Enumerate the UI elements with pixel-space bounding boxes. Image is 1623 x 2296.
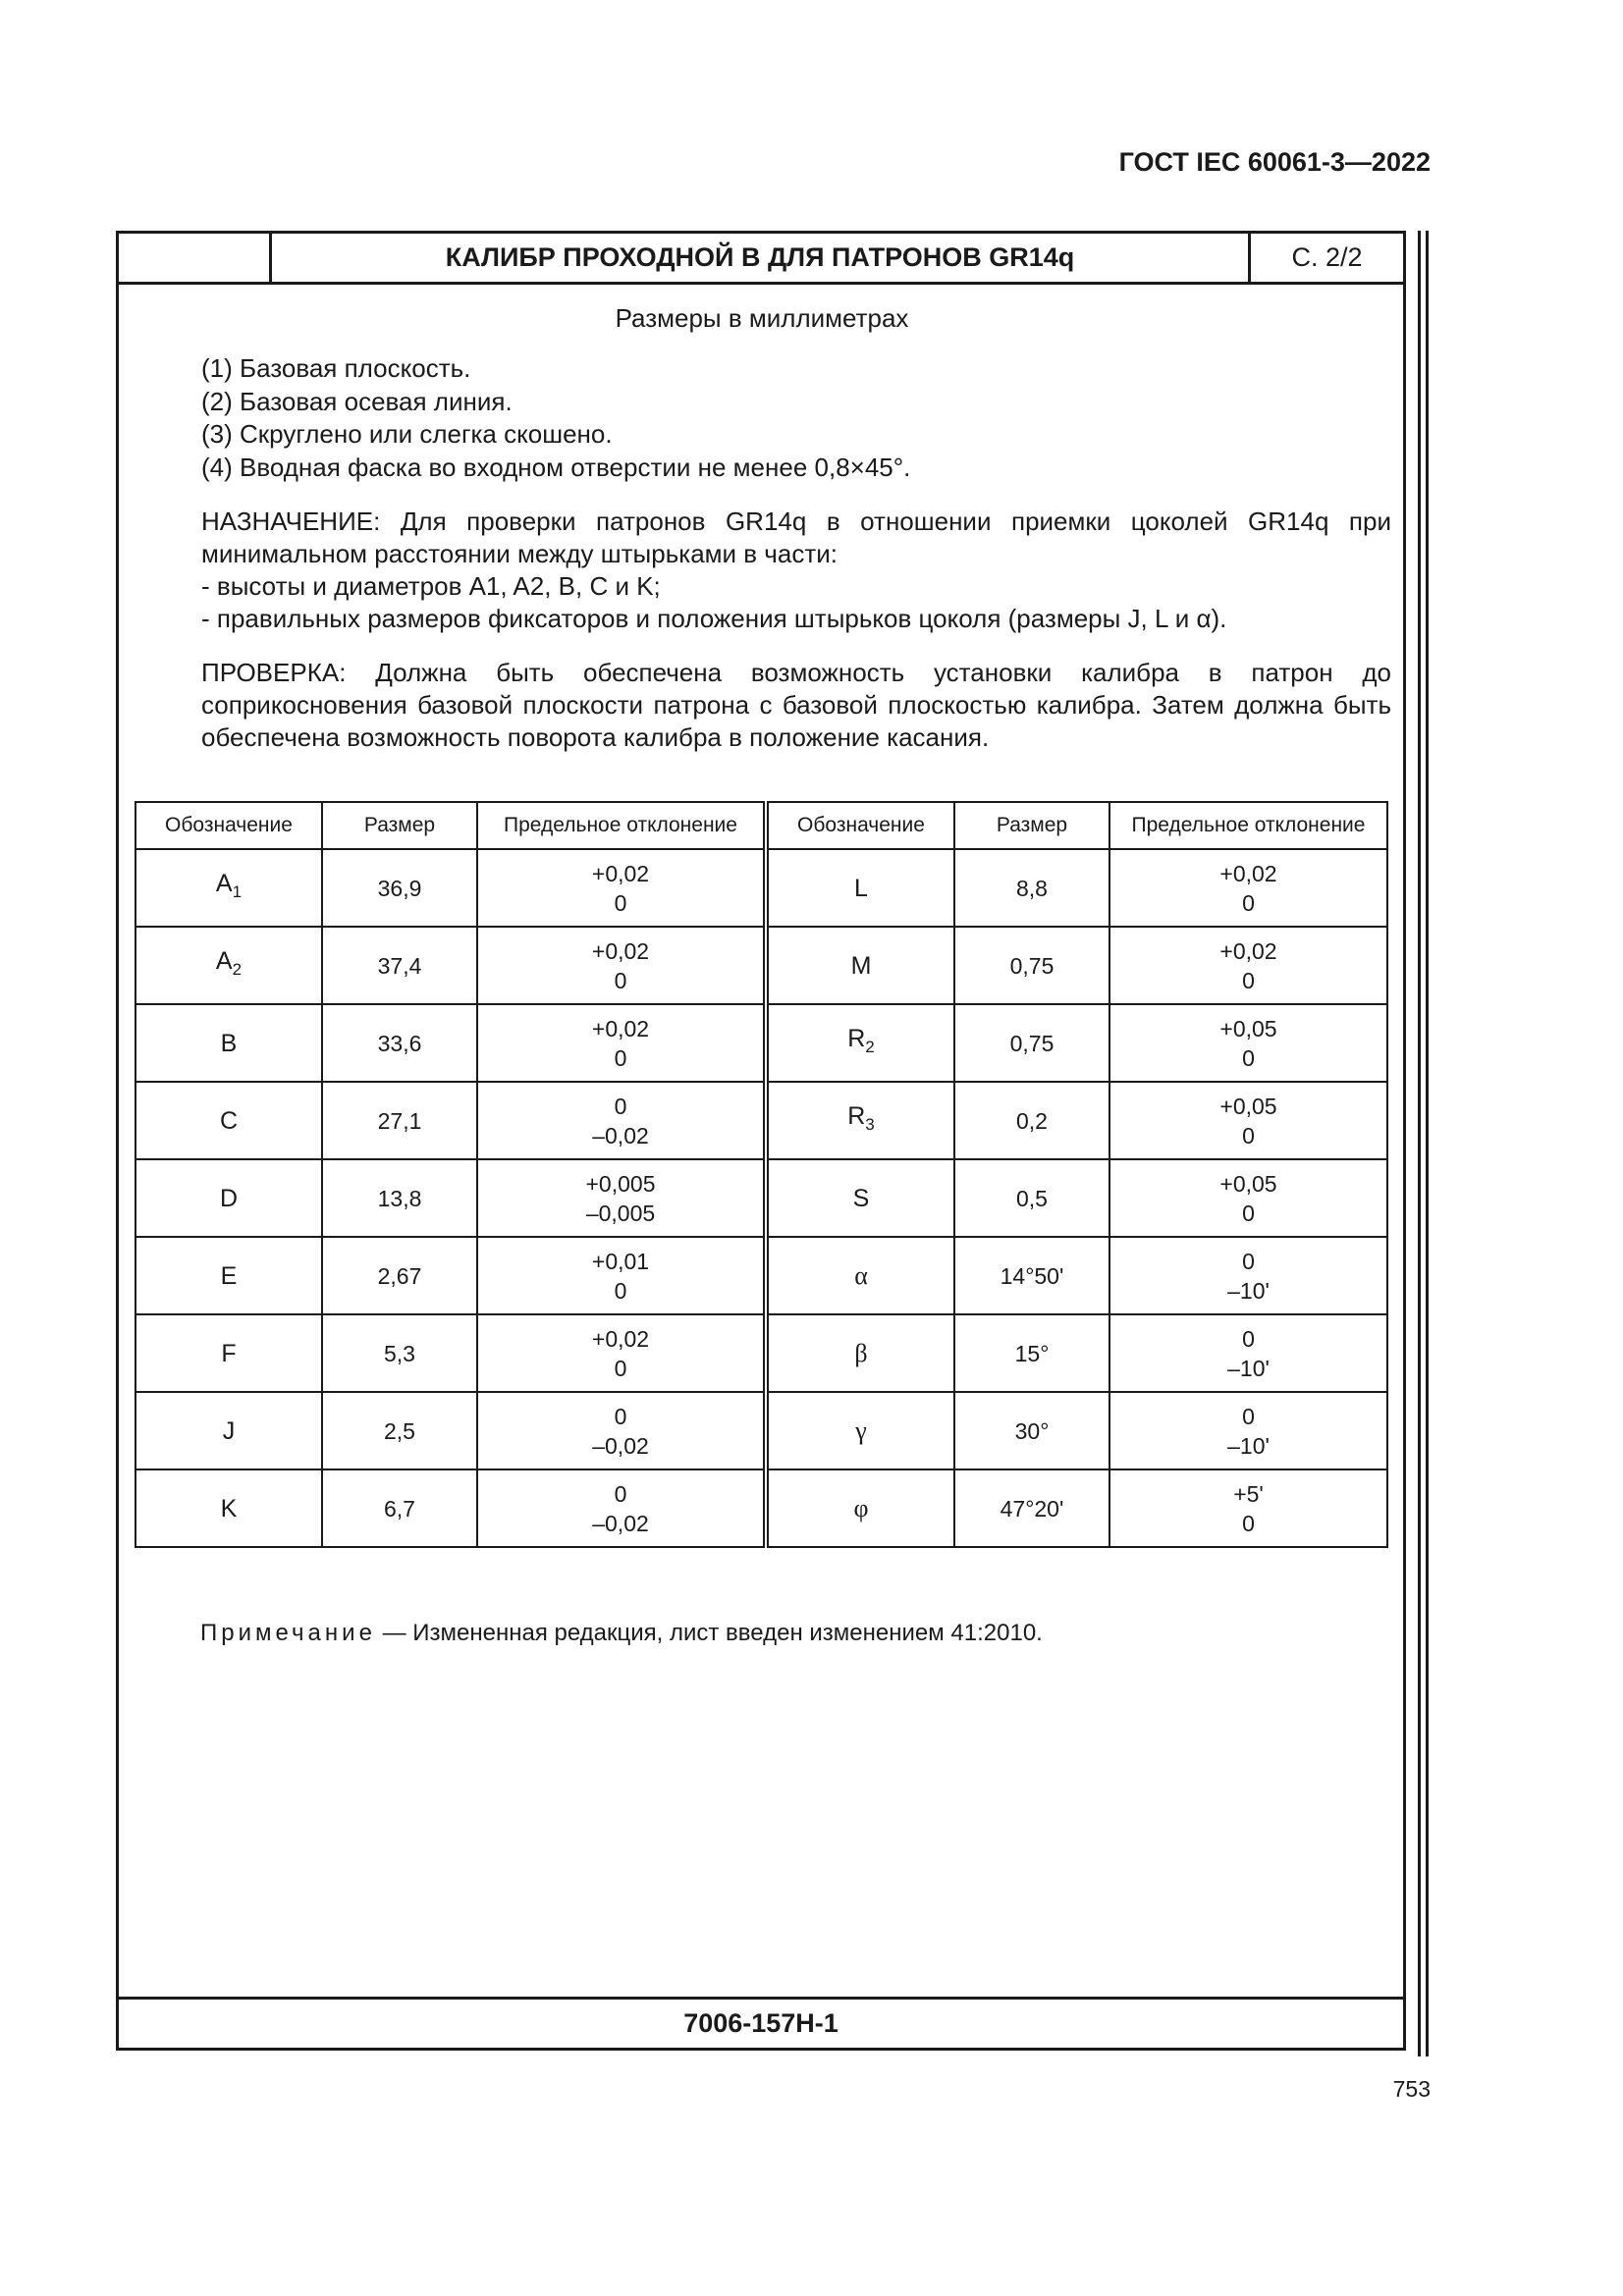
tolerance-cell: [1109, 927, 1387, 1004]
tolerance-upper: +0,02: [591, 937, 650, 964]
table-row: [135, 1082, 1387, 1159]
table-row: [135, 1392, 1387, 1469]
designation-cell: [766, 927, 954, 1004]
size-cell: 5,3: [322, 1314, 477, 1392]
tolerance-upper: 0: [614, 1403, 627, 1429]
purpose-bullet: - высоты и диаметров A1, A2, B, C и K;: [201, 571, 661, 601]
designation-cell: [135, 1237, 322, 1314]
designation-symbol: R: [847, 1025, 866, 1052]
tolerance-upper: +0,02: [591, 860, 650, 886]
sheet-page: С. 2/2: [1291, 242, 1363, 272]
designation-symbol: φ: [853, 1493, 869, 1522]
tolerance-lower: –10': [1227, 1355, 1270, 1381]
size-cell: 6,7: [322, 1469, 477, 1547]
tolerance-lower: 0: [614, 1277, 627, 1304]
designation-cell: [135, 1469, 322, 1547]
size-cell: 27,1: [322, 1082, 477, 1159]
sheet-title: КАЛИБР ПРОХОДНОЙ В ДЛЯ ПАТРОНОВ GR14q: [272, 234, 1251, 282]
tolerance-cell: [1109, 1082, 1387, 1159]
designation-symbol: B: [220, 1029, 238, 1057]
tolerance-upper: +0,05: [1219, 1093, 1277, 1119]
tolerance-upper: 0: [614, 1480, 627, 1507]
tolerance-cell: [477, 1237, 766, 1314]
tolerance-upper: +0,05: [1219, 1015, 1277, 1041]
note-item: (1) Базовая плоскость.: [201, 353, 471, 383]
size-cell: 30°: [954, 1392, 1109, 1469]
tolerance-upper: +5': [1233, 1480, 1264, 1507]
size-cell: 33,6: [322, 1004, 477, 1082]
size-cell: 0,75: [954, 927, 1109, 1004]
tolerance-lower: 0: [1242, 1510, 1255, 1536]
margin-line: [1418, 231, 1421, 2056]
size-cell: 47°20': [954, 1469, 1109, 1547]
col-header: Предельное отклонение: [1109, 802, 1387, 849]
tolerance-lower: –10': [1227, 1277, 1270, 1304]
note-item: (3) Скруглено или слегка скошено.: [201, 419, 613, 449]
size-cell: 15°: [954, 1314, 1109, 1392]
document-code: ГОСТ IEC 60061-3—2022: [1118, 147, 1431, 177]
size-cell: 14°50': [954, 1237, 1109, 1314]
note-text: — Измененная редакция, лист введен изменением 41:2010.: [375, 1620, 1043, 1646]
tolerance-lower: 0: [614, 1044, 627, 1071]
designation-symbol: E: [220, 1261, 238, 1290]
tolerance-lower: –0,02: [592, 1122, 649, 1148]
footer-code: 7006-157H-1: [119, 1997, 1403, 2048]
col-header: Предельное отклонение: [477, 802, 766, 849]
tolerance-lower: 0: [1242, 1122, 1255, 1148]
tolerance-cell: [477, 849, 766, 927]
designation-symbol: A: [215, 870, 233, 897]
designation-subscript: 1: [232, 882, 243, 901]
tolerance-cell: [477, 1159, 766, 1237]
designation-cell: [766, 1082, 954, 1159]
notes-list: [133, 352, 1391, 484]
designation-cell: [766, 1159, 954, 1237]
tolerance-lower: 0: [1242, 1200, 1255, 1226]
tolerance-cell: [1109, 1237, 1387, 1314]
tolerance-upper: +0,02: [591, 1325, 650, 1352]
tolerance-cell: [1109, 1314, 1387, 1392]
tolerance-upper: +0,02: [1219, 860, 1277, 886]
tolerance-lower: 0: [614, 1355, 627, 1381]
tolerance-upper: +0,02: [1219, 937, 1277, 964]
tolerance-lower: 0: [1242, 889, 1255, 916]
tolerance-upper: +0,05: [1219, 1170, 1277, 1197]
title-block: [119, 234, 1403, 285]
note-label: Примечание: [200, 1620, 376, 1646]
size-cell: 2,5: [322, 1392, 477, 1469]
table-row: [135, 1237, 1387, 1314]
designation-symbol: M: [850, 951, 872, 980]
tolerance-cell: [1109, 1004, 1387, 1082]
purpose-bullet: - правильных размеров фиксаторов и положения штырьков цоколя (размеры J, L и α).: [201, 604, 1227, 633]
designation-symbol: β: [854, 1338, 868, 1367]
designation-symbol: D: [219, 1184, 239, 1212]
designation-cell: [766, 1469, 954, 1547]
tolerance-lower: 0: [1242, 967, 1255, 993]
tolerance-upper: 0: [1242, 1248, 1255, 1274]
size-cell: 13,8: [322, 1159, 477, 1237]
designation-cell: [135, 849, 322, 927]
designation-symbol: S: [852, 1184, 870, 1212]
tolerance-cell: [477, 1004, 766, 1082]
size-cell: 2,67: [322, 1237, 477, 1314]
tolerance-lower: 0: [614, 889, 627, 916]
tolerance-upper: +0,02: [591, 1015, 650, 1041]
designation-symbol: K: [220, 1494, 238, 1522]
note-item: (2) Базовая осевая линия.: [201, 386, 513, 416]
tolerance-lower: 0: [614, 967, 627, 993]
tolerance-lower: –10': [1227, 1432, 1270, 1459]
designation-cell: [135, 1314, 322, 1392]
dimensions-table: [135, 801, 1388, 1548]
tolerance-lower: –0,005: [585, 1200, 656, 1226]
sheet-content: [133, 302, 1391, 754]
tolerance-cell: [477, 1314, 766, 1392]
designation-cell: [135, 1004, 322, 1082]
designation-cell: [135, 1159, 322, 1237]
tolerance-upper: +0,01: [591, 1248, 650, 1274]
designation-cell: [135, 927, 322, 1004]
tolerance-cell: [477, 1469, 766, 1547]
designation-cell: [766, 1004, 954, 1082]
designation-symbol: J: [222, 1416, 236, 1445]
footnote: [200, 1620, 1043, 1647]
designation-symbol: γ: [855, 1415, 867, 1445]
designation-subscript: 2: [865, 1038, 875, 1056]
tolerance-upper: 0: [1242, 1325, 1255, 1352]
tolerance-cell: [477, 927, 766, 1004]
designation-symbol: R: [847, 1102, 866, 1130]
units-caption: Размеры в миллиметрах: [615, 303, 909, 333]
table-row: [135, 1314, 1387, 1392]
table-row: [135, 1159, 1387, 1237]
tolerance-lower: 0: [1242, 1044, 1255, 1071]
designation-cell: [766, 1314, 954, 1392]
tolerance-cell: [477, 1392, 766, 1469]
tolerance-upper: +0,005: [585, 1170, 656, 1197]
designation-subscript: 2: [232, 960, 243, 979]
table-row: [135, 1004, 1387, 1082]
tolerance-lower: –0,02: [592, 1432, 649, 1459]
table-row: [135, 927, 1387, 1004]
tolerance-cell: [1109, 1392, 1387, 1469]
size-cell: 0,75: [954, 1004, 1109, 1082]
size-cell: 36,9: [322, 849, 477, 927]
designation-cell: [766, 1392, 954, 1469]
tolerance-cell: [1109, 849, 1387, 927]
designation-symbol: α: [854, 1260, 868, 1290]
tolerance-upper: 0: [1242, 1403, 1255, 1429]
table-row: [135, 1469, 1387, 1547]
designation-symbol: L: [854, 874, 868, 902]
tolerance-cell: [1109, 1469, 1387, 1547]
designation-symbol: C: [219, 1106, 239, 1135]
col-header: Обозначение: [766, 802, 954, 849]
note-item: (4) Вводная фаска во входном отверстии не менее 0,8×45°.: [201, 452, 911, 482]
designation-cell: [766, 849, 954, 927]
designation-cell: [766, 1237, 954, 1314]
col-header: Размер: [322, 802, 477, 849]
purpose-text: НАЗНАЧЕНИЕ: Для проверки патронов GR14q в отношении приемки цоколей GR14q при минимальном расстоянии между штырьками в части:: [201, 507, 1391, 568]
table-header-row: [135, 802, 1387, 849]
page-number: 753: [1392, 2076, 1431, 2102]
tolerance-cell: [477, 1082, 766, 1159]
designation-symbol: A: [215, 947, 233, 975]
purpose-section: [133, 506, 1391, 635]
size-cell: 37,4: [322, 927, 477, 1004]
designation-symbol: F: [221, 1339, 237, 1367]
designation-cell: [135, 1082, 322, 1159]
table-row: [135, 849, 1387, 927]
tolerance-lower: –0,02: [592, 1510, 649, 1536]
col-header: Размер: [954, 802, 1109, 849]
check-text: ПРОВЕРКА: Должна быть обеспечена возможность установки калибра в патрон до соприкосновения базовой плоскости патрона с базовой плоскостью калибра. Затем должна быть обеспечена возможность поворота калибра в положение касания.: [201, 658, 1391, 752]
title-empty-cell: [119, 234, 272, 282]
designation-cell: [135, 1392, 322, 1469]
size-cell: 0,2: [954, 1082, 1109, 1159]
tolerance-upper: 0: [614, 1093, 627, 1119]
size-cell: 8,8: [954, 849, 1109, 927]
margin-line: [1426, 231, 1429, 2056]
size-cell: 0,5: [954, 1159, 1109, 1237]
tolerance-cell: [1109, 1159, 1387, 1237]
designation-subscript: 3: [865, 1115, 875, 1134]
check-section: [133, 657, 1391, 754]
col-header: Обозначение: [135, 802, 322, 849]
